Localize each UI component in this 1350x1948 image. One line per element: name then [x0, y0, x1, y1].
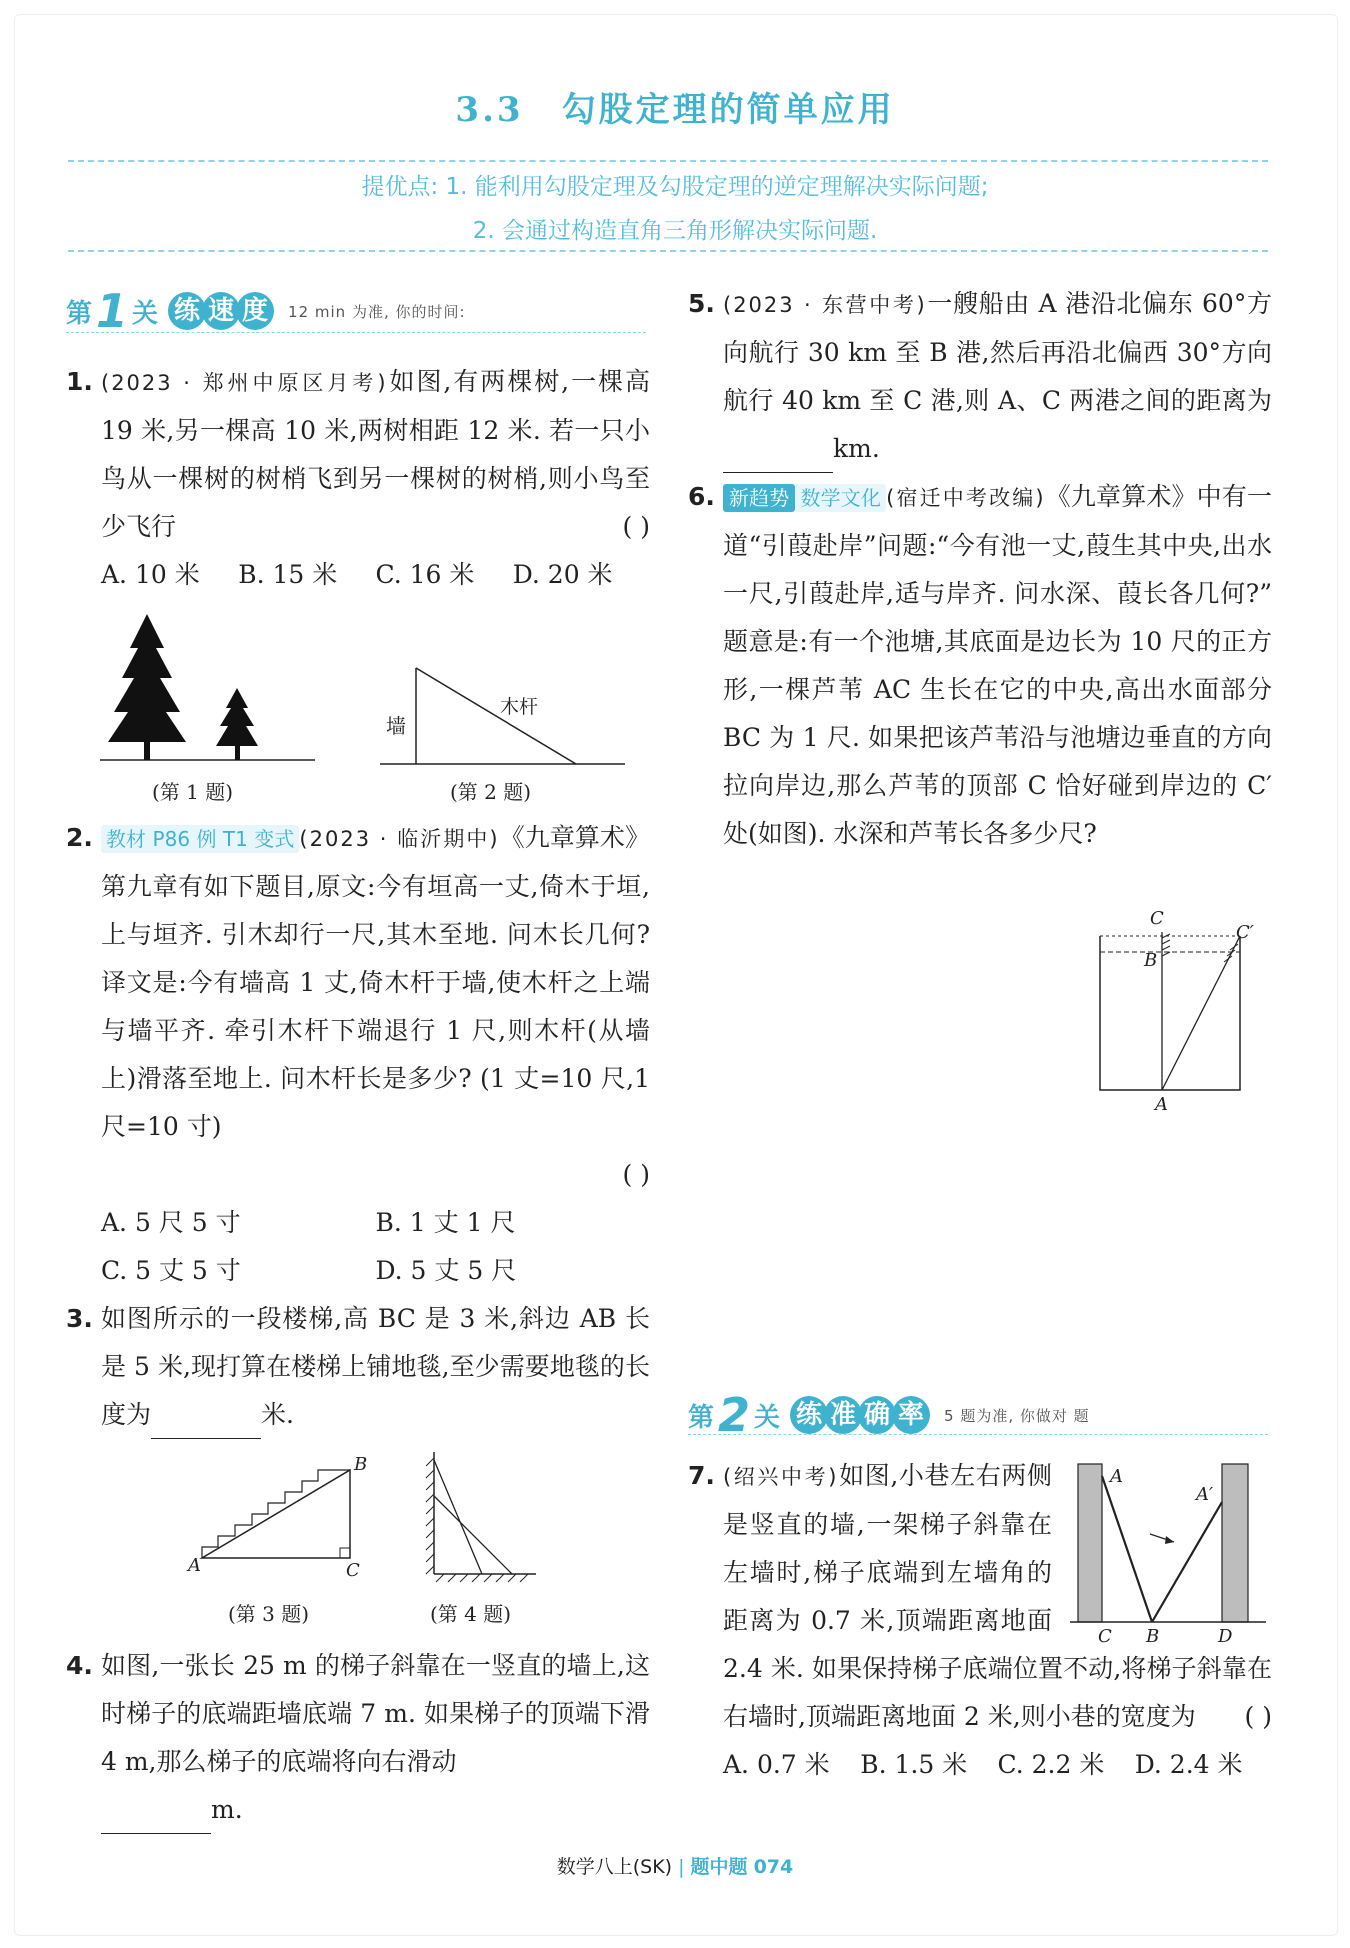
ground-hatching: [436, 1574, 528, 1582]
section-1-badge: [168, 292, 270, 330]
left-wall: [1078, 1464, 1102, 1622]
question-text-end: m.: [211, 1795, 243, 1824]
wall-hatching: [426, 1458, 434, 1574]
answer-paren: ( ): [622, 512, 650, 541]
focus-line-1: [0, 168, 1350, 201]
page-footer: 数学八上(SK) | 题中题 074: [556, 1856, 794, 1878]
question-number: 2.: [66, 823, 93, 852]
question-text: 如图,小巷左右两侧是竖直的墙,一架梯子斜靠在左墙时,梯子底端到左墙角的距离为 0.7 米,顶端距离地面 2.4 米. 如果保持梯子底端位置不动,将梯子斜靠在右墙时,顶端距离地面 2 米,则小巷的宽度为: [723, 1461, 1272, 1731]
options: [101, 551, 650, 599]
figure-7-alley: [1070, 1458, 1270, 1638]
figure-4-ladder: [420, 1448, 540, 1588]
option-a: A. 10 米: [101, 560, 200, 589]
point-b-label: B: [354, 1454, 368, 1475]
section-1-note: 12 min 为准, 你的时间:: [288, 302, 466, 321]
question-text-end: km.: [833, 434, 880, 463]
point-d-label: D: [1218, 1626, 1233, 1647]
question-source: (2023 · 东营中考): [723, 293, 927, 317]
point-c-label: C: [1150, 908, 1164, 929]
section-1-number: 1: [96, 284, 129, 338]
question-text-end: 米.: [261, 1400, 294, 1429]
option-d: D. 2.4 米: [1134, 1750, 1243, 1779]
question-source: (宿迁中考改编): [886, 486, 1046, 510]
option-a: A. 0.7 米: [723, 1750, 830, 1779]
answer-blank[interactable]: [101, 1803, 211, 1834]
option-d: D. 20 米: [512, 560, 613, 589]
focus-label: 提优点:: [361, 174, 439, 200]
focus-divider: [68, 250, 1268, 252]
option-a: A. 5 尺 5 寸: [101, 1208, 241, 1237]
section-2-line: [688, 1434, 1268, 1435]
question-text: 一艘船由 A 港沿北偏东 60°方向航行 30 km 至 B 港,然后再沿北偏西 30°方向航行 40 km 至 C 港,则 A、C 两港之间的距离为: [723, 289, 1272, 415]
question-text: 《九章算术》第九章有如下题目,原文:今有垣高一丈,倚木于垣,上与垣齐. 引木却行一尺,其木至地. 问木长几何? 译文是:今有墙高 1 丈,倚木杆于墙,使木杆之上端与墙平齐. 牵引木杆下端退行 1 尺,则木杆(从墙上)滑落至地上. 问木杆长是多少? (1 丈=10 尺,1 尺=10 寸): [101, 823, 650, 1141]
pole-label: 木杆: [500, 696, 539, 718]
focus-line-2: [0, 212, 1350, 245]
question-number: 1.: [66, 367, 93, 396]
textbook-tag: 教材 P86 例 T1 变式: [101, 825, 299, 853]
figure-1-trees: [100, 608, 320, 768]
section-number: 3.3: [455, 90, 524, 130]
section-2-badge: [790, 1396, 926, 1434]
option-b: B. 15 米: [238, 560, 338, 589]
section-1-post: 关: [132, 298, 159, 329]
question-4: [66, 1642, 650, 1834]
figure-2-caption: (第 2 题): [450, 780, 532, 804]
badge-char: 确: [858, 1396, 896, 1434]
culture-tag: 数学文化: [795, 484, 886, 512]
ladder-before: [434, 1460, 482, 1574]
answer-paren: ( ): [1244, 1702, 1272, 1731]
badge-char: 度: [236, 292, 274, 330]
badge-char: 率: [892, 1396, 930, 1434]
focus-item-1: 1. 能利用勾股定理及勾股定理的逆定理解决实际问题;: [445, 174, 989, 200]
question-3: [66, 1295, 650, 1439]
left-column-3: [66, 1642, 650, 1834]
section-2-post: 关: [754, 1402, 781, 1433]
point-c-prime-label: C′: [1236, 922, 1254, 943]
question-5: [688, 280, 1272, 473]
figure-4-caption: (第 4 题): [430, 1602, 512, 1626]
pond-walls: [1100, 936, 1240, 1090]
point-a-prime-label: A′: [1196, 1484, 1214, 1505]
ladder-right: [1152, 1502, 1222, 1622]
short-tree-icon: [216, 688, 258, 760]
question-text: 如图所示的一段楼梯,高 BC 是 3 米,斜边 AB 长是 5 米,现打算在楼梯上铺地毯,至少需要地毯的长度为: [101, 1304, 650, 1429]
ladder-after: [434, 1496, 512, 1574]
right-wall: [1222, 1464, 1248, 1622]
question-number: 3.: [66, 1304, 93, 1333]
left-column-2: [66, 814, 650, 1439]
question-source: (绍兴中考): [723, 1465, 839, 1489]
question-number: 5.: [688, 289, 715, 318]
section-1-pre: 第: [66, 298, 93, 329]
footer-brand: 题中题: [690, 1856, 748, 1878]
point-c-label: C: [346, 1560, 360, 1581]
question-1: [66, 358, 650, 599]
point-c-label: C: [1098, 1626, 1112, 1647]
tall-tree-icon: [108, 614, 186, 760]
question-source: (2023 · 郑州中原区月考): [101, 371, 388, 395]
point-b-label: B: [1146, 1626, 1160, 1647]
section-2-pre: 第: [688, 1402, 715, 1433]
pole-line: [416, 668, 576, 764]
options: [101, 1199, 650, 1295]
right-angle-mark: [340, 1548, 350, 1558]
option-b: B. 1 丈 1 尺: [375, 1208, 516, 1237]
section-2-note: 5 题为准, 你做对 题: [944, 1406, 1090, 1425]
question-text: 如图,一张长 25 m 的梯子斜靠在一竖直的墙上,这时梯子的底端距墙底端 7 m. 如果梯子的顶端下滑 4 m,那么梯子的底端将向右滑动: [101, 1651, 650, 1776]
answer-blank[interactable]: [723, 442, 833, 473]
question-text: 《九章算术》中有一道“引葭赴岸”问题:“今有池一丈,葭生其中央,出水一尺,引葭赴岸,适与岸齐. 问水深、葭长各几何?” 题意是:有一个池塘,其底面是边长为 10 尺的正方形,一棵芦苇 AC 生长在它的中央,高出水面部分 BC 为 1 尺. 如果把该芦苇沿与池塘边垂直的方向拉向岸边,那么芦苇的顶部 C 恰好碰到岸边的 C′处(如图). 水深和芦苇长各多少尺?: [723, 482, 1272, 848]
arrow-head-icon: [1165, 1536, 1174, 1544]
figure-6-pond: [1090, 920, 1260, 1110]
point-a-label: A: [188, 1555, 201, 1576]
question-number: 4.: [66, 1651, 93, 1680]
section-1-line: [66, 332, 646, 333]
question-source: (2023 · 临沂期中): [299, 827, 500, 851]
option-d: D. 5 丈 5 尺: [375, 1256, 517, 1285]
option-c: C. 16 米: [375, 560, 475, 589]
right-column: [688, 280, 1272, 858]
stairs-triangle: [202, 1470, 350, 1558]
point-a-label: A: [1110, 1466, 1123, 1487]
question-6: [688, 473, 1272, 858]
question-text: 如图,有两棵树,一棵高 19 米,另一棵高 10 米,两树相距 12 米. 若一只小鸟从一棵树的树梢飞到另一棵树的树梢,则小鸟至少飞行: [101, 367, 650, 541]
option-c: C. 2.2 米: [997, 1750, 1105, 1779]
question-number: 6.: [688, 482, 715, 511]
badge-char: 准: [824, 1396, 862, 1434]
question-2: [66, 814, 650, 1295]
figure-3-stairs: [190, 1458, 370, 1568]
point-b-label: B: [1144, 950, 1158, 971]
focus-item-2: 2. 会通过构造直角三角形解决实际问题.: [472, 218, 878, 244]
page-number: 074: [753, 1856, 794, 1878]
footer-book: 数学八上(SK): [556, 1856, 673, 1878]
option-c: C. 5 丈 5 寸: [101, 1256, 241, 1285]
point-a-label: A: [1155, 1094, 1168, 1115]
figure-3-caption: (第 3 题): [228, 1602, 310, 1626]
left-column: [66, 358, 650, 599]
page-title: [0, 82, 1350, 131]
option-b: B. 1.5 米: [860, 1750, 968, 1779]
figure-1-caption: (第 1 题): [152, 780, 234, 804]
title-divider: [68, 160, 1268, 162]
answer-paren: ( ): [622, 1160, 650, 1189]
badge-char: 练: [790, 1396, 828, 1434]
section-title: 勾股定理的简单应用: [561, 90, 895, 130]
reed-leaves: [1162, 934, 1238, 962]
section-1-header: [66, 284, 466, 338]
wall-label: 墙: [386, 714, 406, 738]
section-2-number: 2: [718, 1388, 751, 1442]
answer-blank[interactable]: [151, 1408, 261, 1439]
trend-tag: 新趋势: [723, 484, 795, 512]
options: [723, 1741, 1272, 1789]
badge-char: 练: [168, 292, 206, 330]
badge-char: 速: [202, 292, 240, 330]
ladder-left: [1102, 1476, 1152, 1622]
question-number: 7.: [688, 1461, 715, 1490]
